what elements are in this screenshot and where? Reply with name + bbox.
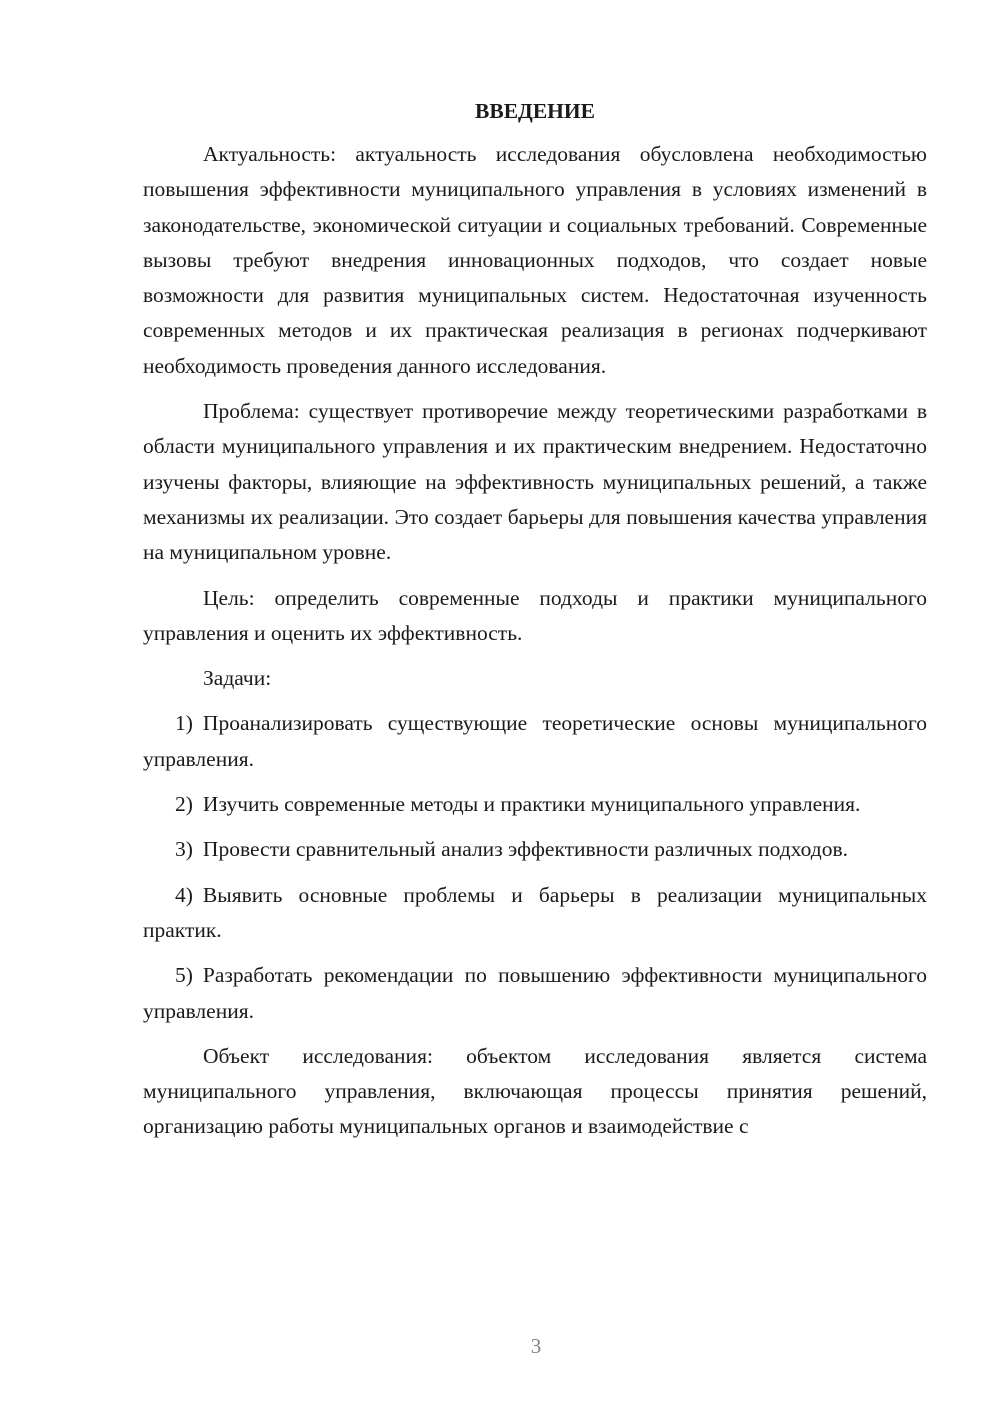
page-number: 3: [530, 1334, 542, 1358]
task-item: [143, 706, 927, 777]
task-number: 2): [175, 792, 193, 817]
paragraph-problem: Проблема: существует противоречие между теоретическими разработками в области муниципального управления и их практическим внедрением. Недостаточно изучены факторы, влияющие на эффективность муниципальных решений, а также механизмы их реализации. Это создает барьеры для повышения качества управления на муниципальном уровне.: [143, 399, 927, 565]
paragraph-goal: Цель: определить современные подходы и практики муниципального управления и оценить их эффективность.: [143, 585, 927, 645]
task-item: [143, 832, 927, 867]
task-number: 5): [175, 963, 193, 988]
task-text: Проанализировать существующие теоретические основы муниципального управления.: [143, 711, 927, 771]
page-content: [143, 96, 927, 1145]
task-text: Провести сравнительный анализ эффективности различных подходов.: [202, 837, 849, 862]
task-number: 1): [175, 711, 193, 736]
task-text: Разработать рекомендации по повышению эффективности муниципального управления.: [143, 963, 927, 1023]
task-number: 4): [175, 882, 193, 907]
task-item: [143, 878, 927, 949]
paragraph-object: Объект исследования: объектом исследования является система муниципального управления, включающая процессы принятия решений, организацию работы муниципальных органов и взаимодействие с: [143, 1043, 927, 1139]
tasks-heading: Задачи:: [203, 666, 272, 691]
task-text: Изучить современные методы и практики муниципального управления.: [202, 792, 861, 817]
task-text: Выявить основные проблемы и барьеры в реализации муниципальных практик.: [143, 882, 927, 942]
task-number: 3): [175, 837, 193, 862]
paragraph-relevance: Актуальность: актуальность исследования обусловлена необходимостью повышения эффективности муниципального управления в условиях изменений в законодательстве, экономической ситуации и социальных требований. Современные вызовы требуют внедрения инновационных подходов, что создает новые возможности для развития муниципальных систем. Недостаточная изученность современных методов и их практическая реализация в регионах подчеркивают необходимость проведения данного исследования.: [143, 142, 927, 378]
task-item: [143, 958, 927, 1029]
task-item: [143, 787, 927, 822]
page-title: ВВЕДЕНИЕ: [475, 99, 595, 123]
